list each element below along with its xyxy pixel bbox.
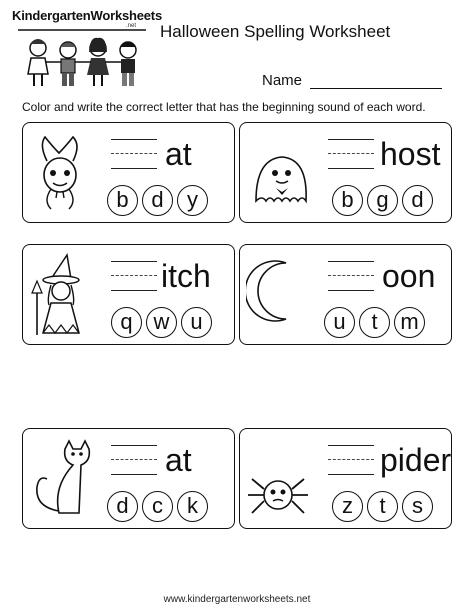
word-ending: at <box>165 136 192 172</box>
letter-choice[interactable]: k <box>177 491 208 522</box>
word-card-3 <box>22 244 235 345</box>
logo-kindergarten: Kindergarten <box>12 8 91 23</box>
kids-holding-hands-icon <box>18 28 146 90</box>
letter-choice[interactable]: s <box>402 491 433 522</box>
letter-choice[interactable]: d <box>107 491 138 522</box>
letter-choice[interactable]: c <box>142 491 173 522</box>
letter-choice[interactable]: b <box>107 185 138 216</box>
cat-icon <box>29 437 95 521</box>
letter-choice[interactable]: u <box>324 307 355 338</box>
word-ending: host <box>380 136 441 172</box>
word-card-6 <box>239 428 452 529</box>
witch-icon <box>29 253 95 337</box>
word-ending: at <box>165 442 192 478</box>
word-ending: itch <box>161 258 211 294</box>
footer-url: www.kindergartenworksheets.net <box>163 594 311 605</box>
letter-choice[interactable]: w <box>146 307 177 338</box>
name-write-line[interactable] <box>310 88 442 89</box>
letter-choice[interactable]: q <box>111 307 142 338</box>
write-line-guide[interactable] <box>111 445 157 477</box>
letter-choice[interactable]: z <box>332 491 363 522</box>
moon-icon <box>246 253 312 337</box>
instructions-text: Color and write the correct letter that has the beginning sound of each word. <box>22 100 426 114</box>
write-line-guide[interactable] <box>328 139 374 171</box>
word-ending: pider <box>380 442 452 478</box>
ghost-icon <box>246 131 312 215</box>
letter-choice[interactable]: b <box>332 185 363 216</box>
letter-choice[interactable]: g <box>367 185 398 216</box>
word-card-4 <box>239 244 452 345</box>
word-card-2 <box>239 122 452 223</box>
logo-worksheets: Worksheets <box>90 8 162 23</box>
letter-choice[interactable]: u <box>181 307 212 338</box>
write-line-guide[interactable] <box>328 261 374 293</box>
logo-wordmark <box>12 8 162 23</box>
write-line-guide[interactable] <box>111 261 157 293</box>
letter-choice[interactable]: t <box>367 491 398 522</box>
letter-choice[interactable]: d <box>142 185 173 216</box>
bat-icon <box>29 131 95 215</box>
word-card-5 <box>22 428 235 529</box>
word-card-1 <box>22 122 235 223</box>
letter-choice[interactable]: t <box>359 307 390 338</box>
logo-net: .net <box>126 23 137 29</box>
letter-choice[interactable]: d <box>402 185 433 216</box>
write-line-guide[interactable] <box>328 445 374 477</box>
site-logo <box>12 8 162 92</box>
write-line-guide[interactable] <box>111 139 157 171</box>
spider-icon <box>246 437 312 521</box>
letter-choice[interactable]: m <box>394 307 425 338</box>
word-ending: oon <box>382 258 436 294</box>
name-label: Name <box>262 72 303 89</box>
letter-choice[interactable]: y <box>177 185 208 216</box>
page-title: Halloween Spelling Worksheet <box>160 22 391 41</box>
